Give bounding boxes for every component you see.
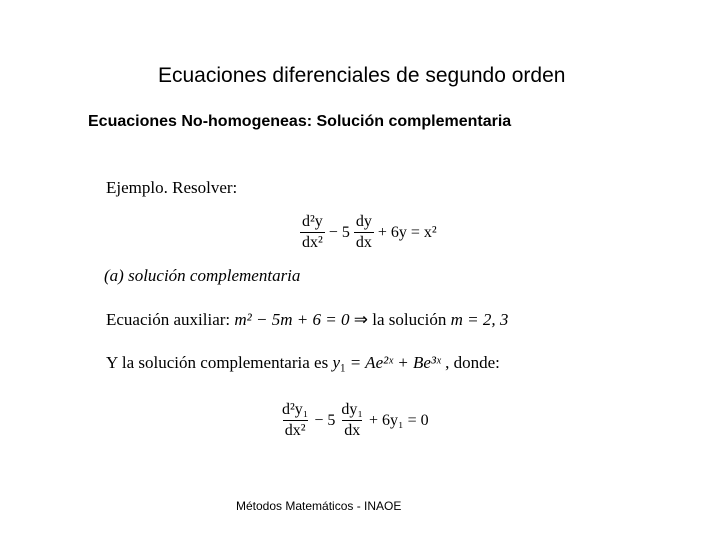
equation-operator: − 5 [328,223,350,241]
fraction-denominator: dx [344,422,361,439]
auxiliary-label: Ecuación auxiliar: [106,310,231,329]
fraction-denominator: dx² [284,422,306,439]
implies-symbol: ⇒ [353,310,368,329]
part-a-label: (a) solución complementaria [104,266,301,285]
fraction-denominator: dx² [302,234,323,251]
solution-text: la solución [372,310,447,329]
equation-operator: − 5 [314,411,336,429]
auxiliary-solution: m = 2, 3 [450,310,509,329]
first-derivative-fraction [339,401,365,440]
fraction-numerator: dy₁ [341,401,363,418]
complementary-solution-line [106,353,500,373]
slide-subtitle: Ecuaciones No-homogeneas: Solución complementaria [88,113,512,130]
differential-equation [298,213,439,252]
slide-title: Ecuaciones diferenciales de segundo orden [158,64,566,87]
second-derivative-fraction [280,401,310,440]
homogeneous-equation [278,401,431,440]
complementary-expression: = Ae²ˣ + Be³ˣ [349,353,441,372]
auxiliary-equation: m² − 5m + 6 = 0 [234,310,350,329]
auxiliary-equation-line [106,310,508,330]
example-label: Ejemplo. Resolver: [106,178,238,197]
fraction-numerator: dy [355,213,372,230]
equation-term: + 6y₁ = 0 [368,411,429,429]
fraction-numerator: d²y [302,213,323,230]
fraction-denominator: dx [355,234,372,251]
complementary-text: Y la solución complementaria es [106,353,329,372]
fraction-numerator: d²y₁ [282,401,309,418]
equation-term: + 6y = x² [377,223,437,241]
slide-footer: Métodos Matemáticos - INAOE [236,499,402,513]
first-derivative-fraction [354,213,374,252]
y-variable: y [332,353,340,372]
y-subscript: 1 [339,362,346,375]
second-derivative-fraction [300,213,325,252]
complementary-suffix: , donde: [445,353,500,372]
